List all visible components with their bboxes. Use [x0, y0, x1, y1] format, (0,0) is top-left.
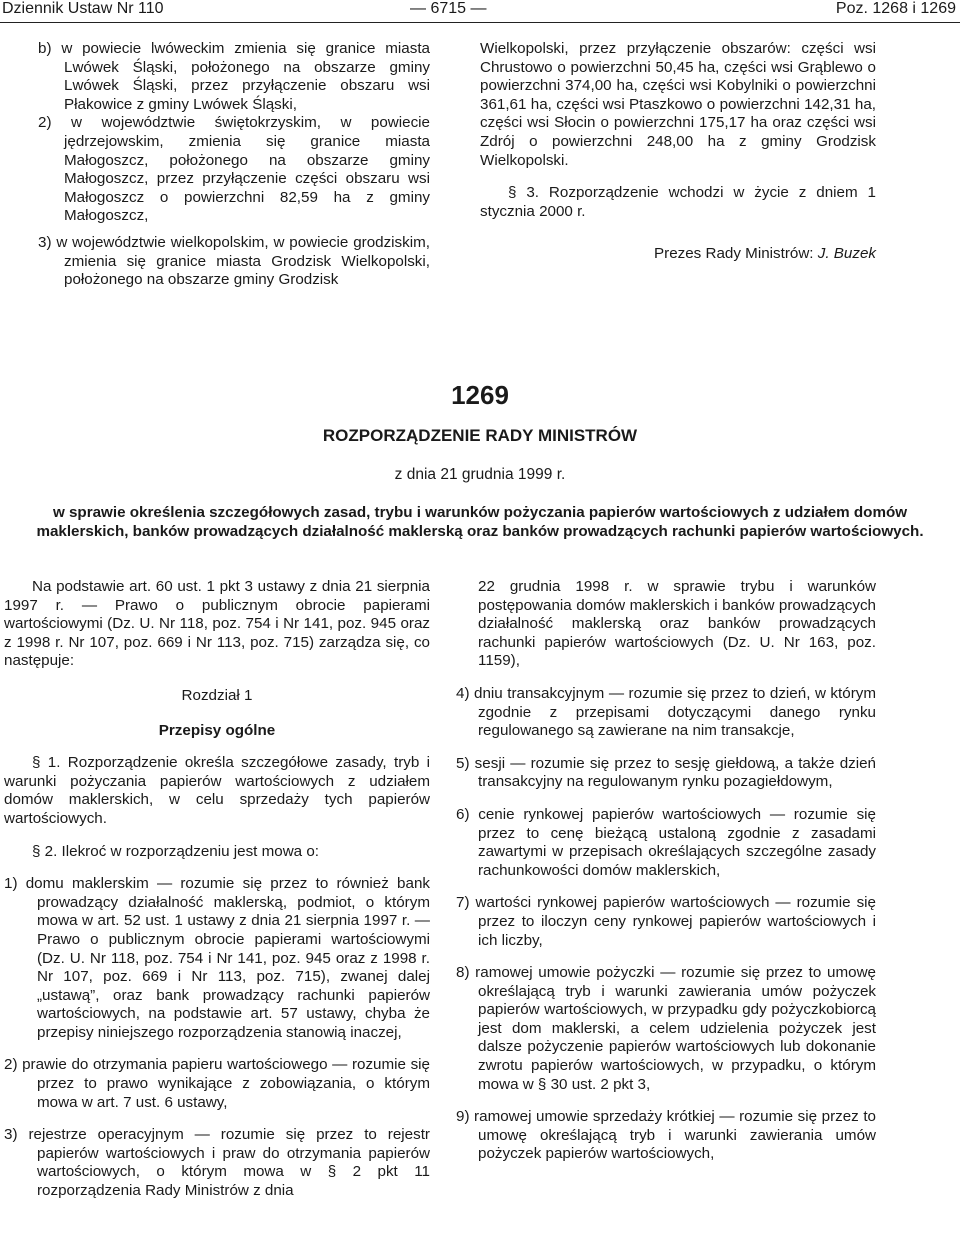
section-2: § 2. Ilekroć w rozporządzeniu jest mowa o:: [32, 842, 320, 860]
act-left-column: [4, 578, 430, 1201]
chapter-title: Przepisy ogólne: [158, 721, 276, 739]
definition-item: 4) dniu transakcyjnym — rozumie się przez to dzień, w którym zgodnie z przepisami dotyczącymi danego rynku regulowanego są zawierane na nim transakcje,: [456, 684, 876, 740]
definition-item: 3) rejestrze operacyjnym — rozumie się przez to rejestr papierów wartościowych i praw do otrzymania papierów wartościowych, o którym mowa w § 2 pkt 11 rozporządzenia Rady Ministrów z dnia: [4, 1126, 430, 1200]
act-number: 1269: [451, 380, 509, 410]
act-title: w sprawie określenia szczegółowych zasad, trybu i warunków pożyczania papierów wartościowych z udziałem domów maklerskich, banków prowadzących działalność maklerską oraz banków prowadzących rachunki papierów wartościowych.: [36, 504, 924, 540]
definition-item: 6) cenie rynkowej papierów wartościowych — rozumie się przez to cenę bieżącą ustaloną zgodnie z zasadami zawartymi w przepisach określających szczególne zasady rachunkowości domów maklerskich,: [456, 805, 876, 879]
prev-act-item-3-continued: Wielkopolski, przez przyłączenie obszarów: części wsi Chrustowo o powierzchni 50,45 ha, części wsi Grąblewo o powierzchni 374,00 ha, części wsi Kobylniki o powierzchni 361,61 ha, części wsi Ptaszkowo o powierzchni 142,31 ha, części wsi Słocin o powierzchni 175,17 ha oraz części wsi Zdrój o powierzchni 248,00 ha z gminy Grodzisk Wielkopolski.: [480, 40, 876, 169]
journal-name: Dziennik Ustaw Nr 110: [2, 0, 164, 17]
prev-act-item-3: 3) w województwie wielkopolskim, w powiecie grodziskim, zmienia się granice miasta Grodzisk Wielkopolski, położonego na obszarze gminy Grodzisk: [38, 233, 430, 289]
definition-item-continued: 22 grudnia 1998 r. w sprawie trybu i warunków postępowania domów maklerskich i banków prowadzących działalność maklerską oraz banków prowadzących rachunki papierów wartościowych (Dz. U. Nr 163, poz. 1159),: [478, 578, 876, 670]
position-number: Poz. 1268 i 1269: [835, 0, 956, 17]
prev-act-left-column: [38, 40, 430, 290]
chapter-heading: Rozdział 1: [181, 686, 253, 704]
prev-act-item-2: 2) w województwie świętokrzyskim, w powiecie jędrzejowskim, zmienia się granice miasta Małogoszcz, położonego na obszarze gminy Małogoszcz, przez przyłączenie części obszaru wsi Małogoszcz o powierzchni 82,59 ha z gminy Małogoszcz,: [38, 114, 430, 225]
definition-item: 5) sesji — rozumie się przez to sesję giełdową, a także dzień transakcyjny na regulowanym rynku pozagiełdowym,: [456, 754, 876, 791]
prev-act-item-b: b) w powiecie lwóweckim zmienia się granice miasta Lwówek Śląski, położonego na obszarze gminy Lwówek Śląski, przez przyłączenie obszaru wsi Płakowice z gminy Lwówek Śląski,: [38, 40, 430, 113]
section-1: § 1. Rozporządzenie określa szczegółowe zasady, tryb i warunki pożyczania papierów wartościowych z udziałem domów maklerskich, w celu sprzedaży tych papierów wartościowych.: [4, 754, 430, 827]
definition-item: 9) ramowej umowie sprzedaży krótkiej — rozumie się przez to umowę określającą tryb i warunki zawierania umów pożyczek papierów wartościowych,: [456, 1108, 876, 1163]
act-right-column: [456, 578, 876, 1164]
definition-item: 7) wartości rynkowej papierów wartościowych — rozumie się przez to iloczyn ceny rynkowej papierów wartościowych i ich liczby,: [456, 894, 876, 949]
prev-act-section-3: § 3. Rozporządzenie wchodzi w życie z dniem 1 stycznia 2000 r.: [480, 184, 876, 220]
signature-label: Prezes Rady Ministrów:: [654, 245, 814, 263]
definition-item: 2) prawie do otrzymania papieru wartościowego — rozumie się przez to prawo wynikające z zobowiązania, o którym mowa w art. 7 ust. 6 ustawy,: [4, 1056, 430, 1111]
signature-name: J. Buzek: [817, 245, 876, 263]
act-type: ROZPORZĄDZENIE RADY MINISTRÓW: [322, 426, 638, 445]
act-date: z dnia 21 grudnia 1999 r.: [394, 466, 566, 483]
definition-item: 1) domu maklerskim — rozumie się przez to również bank prowadzący działalność maklerską, podmiot, o którym mowa w art. 52 ust. 1 ustawy z dnia 21 sierpnia 1997 r. — Prawo o publicznym obrocie papierami wartościowymi (Dz. U. Nr 118, poz. 754 i Nr 141, poz. 945 oraz z 1998 r. Nr 107, poz. 669 i Nr 113, poz. 715), zwanej dalej „ustawą”, oraz bank prowadzący rachunki papierów wartościowych, na podstawie art. 57 ustawy, chyba że przepisy niniejszego rozporządzenia stanowią inaczej,: [4, 875, 430, 1041]
prev-act-right-column: [480, 40, 876, 264]
preamble: Na podstawie art. 60 ust. 1 pkt 3 ustawy z dnia 21 sierpnia 1997 r. — Prawo o publicznym obrocie papierami wartościowymi (Dz. U. Nr 118, poz. 754 i Nr 141, poz. 945 oraz z 1998 r. Nr 107, poz. 669 i Nr 113, poz. 715) zarządza się, co następuje:: [4, 578, 430, 670]
page-header: [0, 0, 960, 23]
page-number: — 6715 —: [410, 0, 487, 17]
signature-line: [480, 245, 876, 264]
definition-item: 8) ramowej umowie pożyczki — rozumie się przez to umowę określającą tryb i warunki zawierania umów pożyczek papierów wartościowych, w przypadku gdy pożyczkobiorcą jest dom maklerski, a celem udzielenia pożyczek jest dalsze pożyczenie papierów wartościowych lub dokonanie zwrotu papierów wartościowych, w przypadku, o którym mowa w § 30 ust. 2 pkt 3,: [456, 964, 876, 1093]
